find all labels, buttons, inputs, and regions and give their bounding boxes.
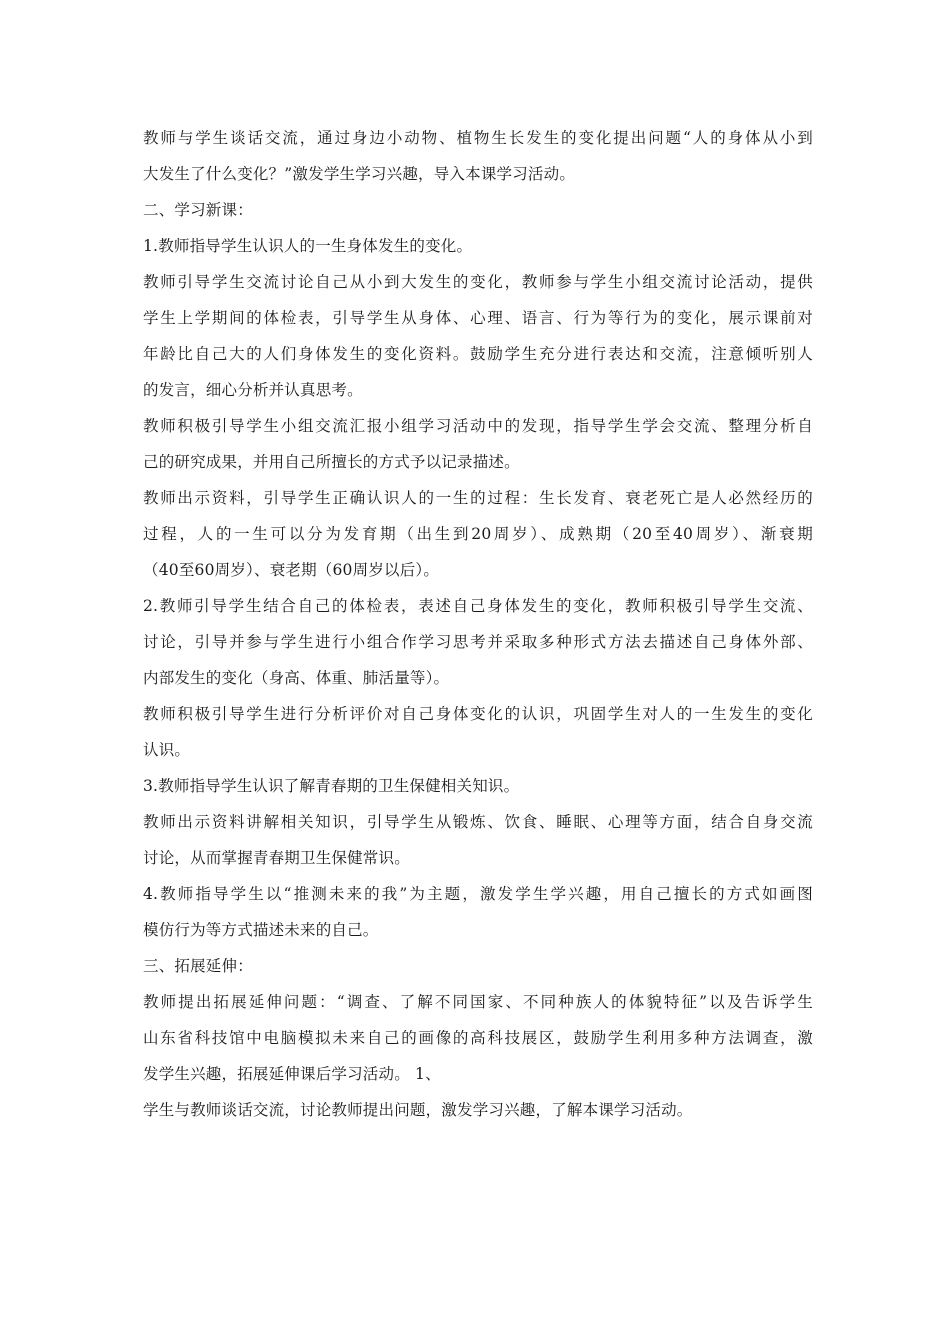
text-line: 教师出示资料，引导学生正确认识人的一生的过程：生长发育、衰老死亡是人必然经历的: [143, 489, 813, 507]
text-line: 教师积极引导学生小组交流汇报小组学习活动中的发现，指导学生学会交流、整理分析自: [143, 417, 813, 435]
document-body: [143, 120, 813, 1128]
text-line: 教师提出拓展延伸问题：“调查、了解不同国家、不同种族人的体貌特征”以及告诉学生: [143, 993, 813, 1011]
text-line: 教师引导学生交流讨论自己从小到大发生的变化，教师参与学生小组交流讨论活动，提供: [143, 273, 813, 291]
text-line: 3.教师指导学生认识了解青春期的卫生保健相关知识。: [143, 777, 520, 795]
text-line: 大发生了什么变化？”激发学生学习兴趣，导入本课学习活动。: [143, 165, 576, 183]
text-line: 山东省科技馆中电脑模拟未来自己的画像的高科技展区，鼓励学生利用多种方法调查，激: [143, 1029, 813, 1047]
text-line: 内部发生的变化（身高、体重、肺活量等）。: [143, 669, 450, 687]
text-line: 年龄比自己大的人们身体发生的变化资料。鼓励学生充分进行表达和交流，注意倾听别人: [143, 345, 813, 363]
text-line: 的发言，细心分析并认真思考。: [143, 381, 363, 399]
text-line: 教师出示资料讲解相关知识，引导学生从锻炼、饮食、睡眠、心理等方面，结合自身交流: [143, 813, 813, 831]
text-line: 讨论，从而掌握青春期卫生保健常识。: [143, 849, 410, 867]
text-line: 认识。: [143, 741, 191, 759]
text-line: 2.教师引导学生结合自己的体检表，表述自己身体发生的变化，教师积极引导学生交流、: [143, 597, 813, 615]
text-line: 4.教师指导学生以“推测未来的我”为主题，激发学生学兴趣，用自己擅长的方式如画图: [143, 885, 813, 903]
text-line: 讨论，引导并参与学生进行小组合作学习思考并采取多种形式方法去描述自己身体外部、: [143, 633, 813, 651]
text-line: 模仿行为等方式描述未来的自己。: [143, 921, 379, 939]
text-line: 二、学习新课：: [143, 201, 253, 219]
text-line: 教师积极引导学生进行分析评价对自己身体变化的认识，巩固学生对人的一生发生的变化: [143, 705, 813, 723]
text-line: 学生与教师谈话交流，讨论教师提出问题，激发学习兴趣，了解本课学习活动。: [143, 1101, 693, 1119]
text-line: 发学生兴趣，拓展延伸课后学习活动。 1、: [143, 1065, 441, 1083]
text-line: （40至60周岁）、衰老期（60周岁以后）。: [143, 561, 440, 579]
text-line: 教师与学生谈话交流，通过身边小动物、植物生长发生的变化提出问题“人的身体从小到: [143, 129, 813, 147]
text-line: 己的研究成果，并用自己所擅长的方式予以记录描述。: [143, 453, 520, 471]
text-line: 1.教师指导学生认识人的一生身体发生的变化。: [143, 237, 473, 255]
text-line: 过程，人的一生可以分为发育期（出生到20周岁）、成熟期（20至40周岁）、渐衰期: [143, 525, 813, 543]
text-line: 三、拓展延伸：: [143, 957, 253, 975]
text-line: 学生上学期间的体检表，引导学生从身体、心理、语言、行为等行为的变化，展示课前对: [143, 309, 813, 327]
